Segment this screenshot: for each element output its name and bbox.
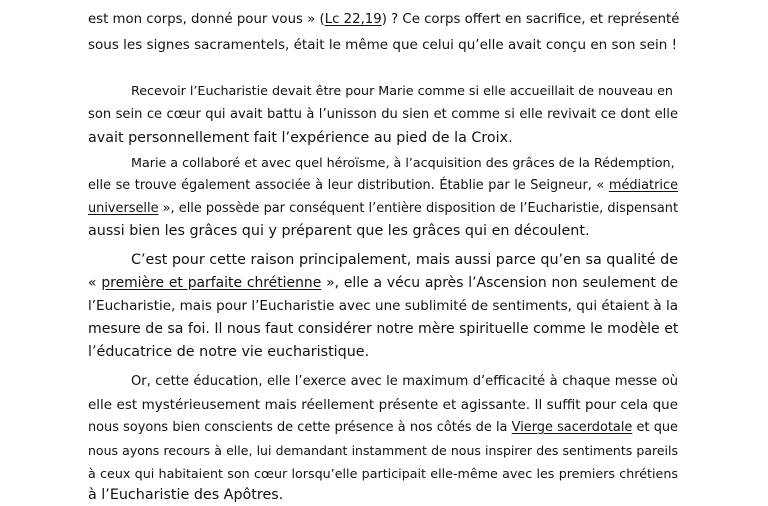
text-line: sous les signes sacramentels, était le même que celui qu’elle avait conçu en son sein ! xyxy=(88,37,678,53)
text-line: universelle », elle possède par conséquent l’entière disposition de l’Eucharistie, dispensant xyxy=(88,201,678,216)
text-line: aussi bien les grâces qui y préparent que les grâces qui en découlent. xyxy=(88,223,590,239)
underlined-term: Vierge sacerdotale xyxy=(511,420,633,435)
text-line: l’Eucharistie, mais pour l’Eucharistie avec une sublimité de sentiments, qui étaient à la xyxy=(88,298,679,314)
text-line: Or, cette éducation, elle l’exerce avec le maximum d’efficacité à chaque messe où xyxy=(131,374,678,389)
text-line: à l’Eucharistie des Apôtres. xyxy=(88,487,284,503)
text-line: nous ayons recours à elle, lui demandant instamment de nous inspirer des sentiments pareils xyxy=(88,443,678,458)
underlined-term: première et parfaite chrétienne xyxy=(101,275,322,291)
bible-reference: Lc 22,19 xyxy=(324,12,382,27)
underlined-term: universelle xyxy=(88,201,159,216)
underlined-term: médiatrice xyxy=(608,178,678,193)
text-line: mesure de sa foi. Il nous faut considérer notre mère spirituelle comme le modèle et xyxy=(88,321,679,337)
text-line: Marie a collaboré et avec quel héroïsme, à l’acquisition des grâces de la Rédemption, xyxy=(131,155,675,170)
text-line: à ceux qui habitaient son cœur lorsqu’elle participait elle-même avec les premiers chrétiens xyxy=(88,466,678,481)
text-line: Recevoir l’Eucharistie devait être pour Marie comme si elle accueillait de nouveau en xyxy=(131,83,673,98)
text-line: « première et parfaite chrétienne », elle a vécu après l’Ascension non seulement de xyxy=(88,275,679,291)
text-line: avait personnellement fait l’expérience au pied de la Croix. xyxy=(88,130,513,146)
text-line: elle se trouve également associée à leur distribution. Établie par le Seigneur, « médiatrice xyxy=(88,178,678,193)
text-line: nous soyons bien conscients de cette présence à nos côtés de la Vierge sacerdotale et que xyxy=(88,420,678,435)
text-line: est mon corps, donné pour vous » (Lc 22,19) ? Ce corps offert en sacrifice, et représenté xyxy=(88,12,680,27)
text-line: C’est pour cette raison principalement, mais aussi parce qu’en sa qualité de xyxy=(131,252,678,268)
text-line: son sein ce cœur qui avait battu à l’unisson du sien et comme si elle revivait ce dont elle xyxy=(88,107,678,122)
text-line: elle est mystérieusement mais réellement présente et agissante. Il suffit pour cela que xyxy=(88,397,678,413)
text-line: l’éducatrice de notre vie eucharistique. xyxy=(88,344,370,360)
